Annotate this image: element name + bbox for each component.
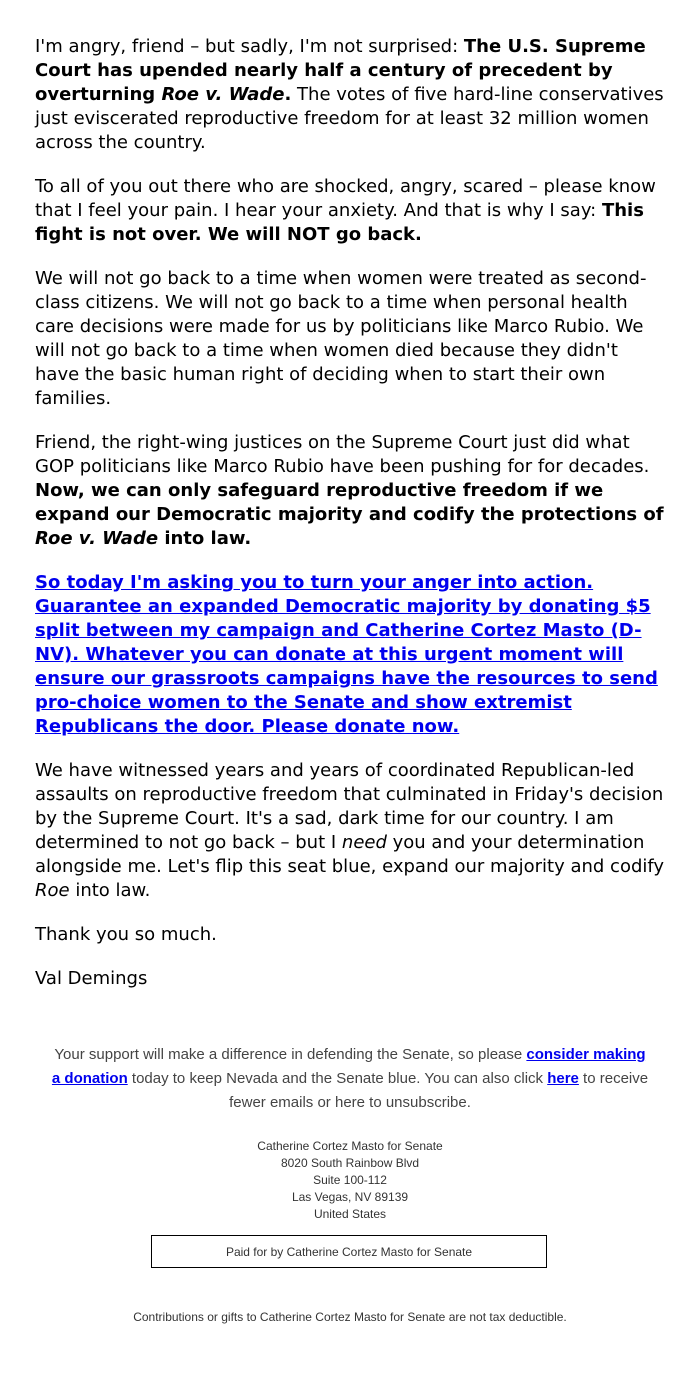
paragraph-1: I'm angry, friend – but sadly, I'm not surprised: The U.S. Supreme Court has upended nearly half a century of precedent by overturning Roe v. Wade. The votes of five hard-line conservatives just eviscerated reproductive freedom for at least 32 million women across the country. xyxy=(35,36,664,153)
address-line: Catherine Cortez Masto for Senate xyxy=(257,1139,443,1153)
address-line: Las Vegas, NV 89139 xyxy=(291,1190,409,1204)
fewer-emails-link[interactable]: here xyxy=(547,1070,579,1087)
paid-for-text: Paid for by Catherine Cortez Masto for Senate xyxy=(225,1244,473,1259)
mailing-address xyxy=(0,1138,700,1223)
signature: Val Demings xyxy=(35,968,148,989)
paragraph-4: Friend, the right-wing justices on the Supreme Court just did what GOP politicians like Marco Rubio have been pushing for for decades. Now, we can only safeguard reproductive freedom if we expand our Democratic majority and codify the protections of Roe v. Wade into law. xyxy=(35,432,664,549)
donate-link[interactable]: So today I'm asking you to turn your anger into action. Guarantee an expanded Democratic majority by donating $5 split between my campaign and Catherine Cortez Masto (D-NV). Whatever you can donate at this urgent moment will ensure our grassroots campaigns have the resources to send pro-choice women to the Senate and show extremist Republicans the door. Please donate now. xyxy=(35,572,658,737)
closing-thanks: Thank you so much. xyxy=(35,924,217,945)
paragraph-6: We have witnessed years and years of coordinated Republican-led assaults on reproductive freedom that culminated in Friday's decision by the Supreme Court. It's a sad, dark time for our country. I am determined to not go back – but I need you and your determination alongside me. Let's flip this seat blue, expand our majority and codify Roe into law. xyxy=(35,760,665,901)
address-line: 8020 South Rainbow Blvd xyxy=(280,1156,420,1170)
letter-body xyxy=(35,35,667,1011)
paragraph-2: To all of you out there who are shocked, angry, scared – please know that I feel your pain. I hear your anxiety. And that is why I say: This fight is not over. We will NOT go back. xyxy=(35,176,656,245)
tax-disclaimer: Contributions or gifts to Catherine Cortez Masto for Senate are not tax deductible. xyxy=(133,1310,567,1324)
consider-donation-link[interactable]: consider making a donation xyxy=(51,1046,646,1087)
paid-for-box xyxy=(151,1235,547,1268)
support-footer: Your support will make a difference in defending the Senate, so please consider making a donation today to keep Nevada and the Senate blue. You can also click here to receive fewer emails or here to unsubscribe. xyxy=(51,1046,649,1111)
address-line: United States xyxy=(313,1207,387,1221)
address-line: Suite 100-112 xyxy=(313,1173,387,1187)
paragraph-5 xyxy=(35,571,667,739)
bold-statement: This fight is not over. We will NOT go back. xyxy=(35,200,644,245)
paragraph-3: We will not go back to a time when women were treated as second-class citizens. We will not go back to a time when personal health care decisions were made for us by politicians like Marco Rubio. We will not go back to a time when women died because they didn't have the basic human right of deciding when to start their own families. xyxy=(35,268,647,409)
bold-statement: Now, we can only safeguard reproductive freedom if we expand our Democratic majority and codify the protections of Roe v. Wade into law. xyxy=(35,480,664,549)
bold-statement: The U.S. Supreme Court has upended nearly half a century of precedent by overturning Roe v. Wade. xyxy=(35,36,646,105)
